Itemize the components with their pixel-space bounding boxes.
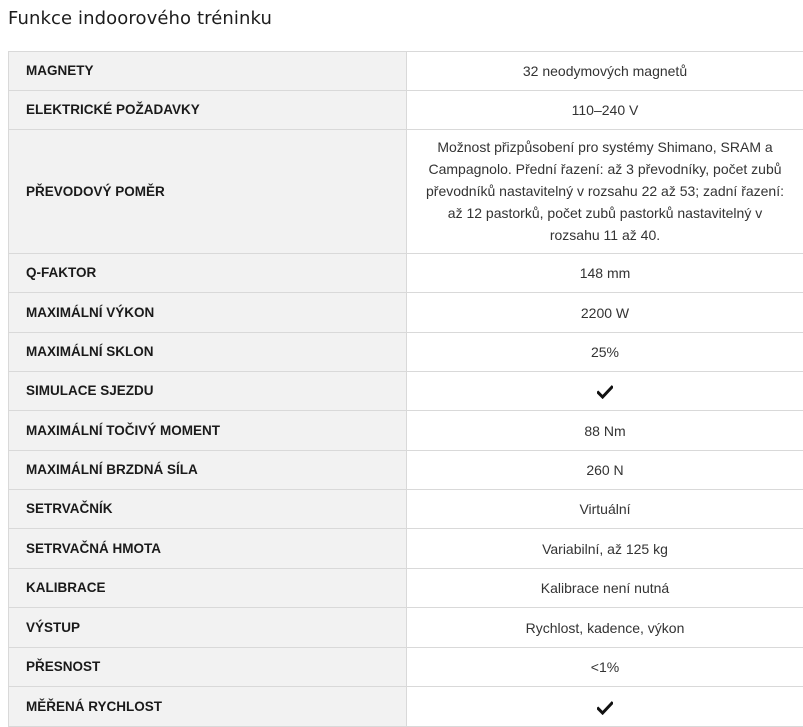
- spec-label: ELEKTRICKÉ POŽADAVKY: [9, 91, 407, 130]
- check-icon: [597, 701, 613, 715]
- table-row: [9, 372, 803, 411]
- spec-label: Q-FAKTOR: [9, 254, 407, 293]
- spec-table: [8, 51, 803, 727]
- spec-value: 88 Nm: [407, 411, 803, 451]
- spec-label: MAGNETY: [9, 52, 407, 91]
- spec-value: <1%: [407, 648, 803, 687]
- spec-label: MAXIMÁLNÍ VÝKON: [9, 293, 407, 333]
- spec-value: [407, 687, 803, 727]
- table-row: [9, 569, 803, 608]
- spec-label: KALIBRACE: [9, 569, 407, 608]
- table-row: [9, 490, 803, 529]
- table-row: [9, 52, 803, 91]
- table-row: [9, 411, 803, 451]
- spec-value: 148 mm: [407, 254, 803, 293]
- spec-label: VÝSTUP: [9, 608, 407, 648]
- spec-label: MAXIMÁLNÍ BRZDNÁ SÍLA: [9, 451, 407, 490]
- spec-value: Virtuální: [407, 490, 803, 529]
- spec-value: 2200 W: [407, 293, 803, 333]
- spec-value: 260 N: [407, 451, 803, 490]
- spec-label: MAXIMÁLNÍ SKLON: [9, 333, 407, 372]
- spec-value: [407, 372, 803, 411]
- spec-label: MAXIMÁLNÍ TOČIVÝ MOMENT: [9, 411, 407, 451]
- spec-value: Možnost přizpůsobení pro systémy Shimano, SRAM a Campagnolo. Přední řazení: až 3 převodníky, počet zubů převodníků nastavitelný v rozsahu 22 až 53; zadní řazení: až 12 pastorků, počet zubů pastorků nastavitelný v rozsahu 11 až 40.: [407, 130, 803, 254]
- table-row: [9, 254, 803, 293]
- table-row: [9, 608, 803, 648]
- spec-label: MĚŘENÁ RYCHLOST: [9, 687, 407, 727]
- page-title: Funkce indoorového tréninku: [8, 8, 272, 29]
- table-row: [9, 687, 803, 727]
- spec-label: PŘEVODOVÝ POMĚR: [9, 130, 407, 254]
- table-row: [9, 91, 803, 130]
- spec-value: Kalibrace není nutná: [407, 569, 803, 608]
- table-row: [9, 529, 803, 569]
- spec-label: SETRVAČNÍK: [9, 490, 407, 529]
- check-icon: [597, 385, 613, 399]
- table-row: [9, 130, 803, 254]
- spec-value: 110–240 V: [407, 91, 803, 130]
- spec-value: Variabilní, až 125 kg: [407, 529, 803, 569]
- table-row: [9, 451, 803, 490]
- spec-value: 32 neodymových magnetů: [407, 52, 803, 91]
- spec-value: Rychlost, kadence, výkon: [407, 608, 803, 648]
- spec-value: 25%: [407, 333, 803, 372]
- table-row: [9, 648, 803, 687]
- table-row: [9, 293, 803, 333]
- table-row: [9, 333, 803, 372]
- spec-label: PŘESNOST: [9, 648, 407, 687]
- spec-label: SIMULACE SJEZDU: [9, 372, 407, 411]
- spec-label: SETRVAČNÁ HMOTA: [9, 529, 407, 569]
